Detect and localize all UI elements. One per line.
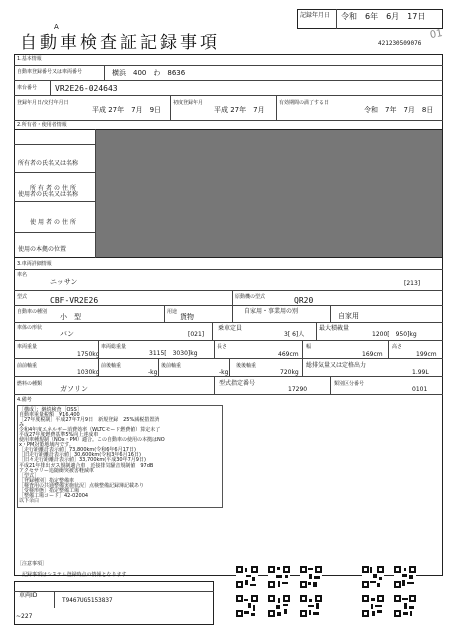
veh-vline-1 xyxy=(232,290,233,305)
remark-line: ［旧走行距離計表示値］30,600km(令和3年6月16日) xyxy=(19,452,141,459)
user-name-label: 使用者の氏名又は名称 xyxy=(18,191,79,198)
veh-vline-5 xyxy=(212,322,213,340)
first-year-label: 初度登録年月 xyxy=(173,100,204,106)
front-axle-value: 1030kg xyxy=(77,369,100,376)
basic-line-1 xyxy=(14,65,443,66)
shape-label: 車体の形状 xyxy=(17,325,43,331)
remarks-text xyxy=(19,408,249,504)
veh-vline-12 xyxy=(158,358,159,376)
reg-number-label: 自動車登録番号又は車両番号 xyxy=(17,69,83,75)
veh-vline-9 xyxy=(302,340,303,358)
veh-line-6 xyxy=(14,376,443,377)
owner-line-4 xyxy=(14,232,96,233)
vehicle-id-divider xyxy=(54,591,55,608)
remark-line: 以下余白 xyxy=(19,497,40,504)
base-location-label: 使用の本拠の位置 xyxy=(18,246,67,253)
veh-vline-16 xyxy=(330,376,331,394)
remark-line: ［型式］ xyxy=(19,472,40,479)
engine-value: QR20 xyxy=(294,296,314,305)
remark-line: ［受検形態］指定整備工場 xyxy=(19,487,80,494)
front-axle-label: 前前軸重 xyxy=(17,363,38,369)
remark-line: ［旧々走行距離計表示値］33,700km(平成30年7月9日) xyxy=(19,457,146,464)
notice-title: ［注意事項］ xyxy=(17,561,48,567)
owner-line-1 xyxy=(14,144,96,145)
shape-code: [021] xyxy=(188,331,205,338)
fuel-value: ガソリン xyxy=(60,385,88,393)
capacity-label: 乗車定員 xyxy=(218,325,243,332)
reg-number-value: 横浜 400 わ 8636 xyxy=(112,69,186,77)
use-value: 貨物 xyxy=(180,313,194,321)
remark-line: 使用車種規制（NOx・PM）適合。この自動車の使用の本拠はNO xyxy=(19,437,165,444)
first-reg-label: 登録年月日/交付年月日 xyxy=(17,100,69,106)
qr-code-icon xyxy=(362,566,384,588)
user-address-label: 使用者の住所 xyxy=(30,219,79,226)
front-rear-value: -kg xyxy=(148,369,158,376)
veh-line-1 xyxy=(14,290,443,291)
remark-line: アクセサリー追随衝突被害軽減車 xyxy=(19,467,94,474)
vehicle-id-label: 車両ID xyxy=(19,592,38,599)
owner-line-2 xyxy=(14,172,96,173)
remark-line: み xyxy=(19,422,25,429)
page-code: ~227 xyxy=(16,613,33,620)
basic-vline-3 xyxy=(170,95,171,120)
length-label: 長さ xyxy=(217,344,228,350)
model-value: CBF-VR2E26 xyxy=(50,296,99,305)
remark-line: ［走行距離計表示値］73,800km(令和6年6月17日) xyxy=(19,447,136,454)
remark-line: ［整備工場コード］42-02004 xyxy=(19,492,89,499)
qr-code-icon xyxy=(300,595,322,617)
remark-line: ［構成］：継続検査［OSS］ xyxy=(19,407,82,413)
remark-line: 平成27年度燃費基準5%向上達成車 xyxy=(19,432,99,439)
qr-code-icon xyxy=(236,566,258,588)
veh-vline-10 xyxy=(388,340,389,358)
veh-vline-14 xyxy=(302,358,303,376)
max-load-label: 最大積載量 xyxy=(319,325,350,332)
qr-code-icon xyxy=(394,595,416,617)
biz-label: 自家用・事業用の別 xyxy=(244,308,299,315)
qr-code-icon xyxy=(268,566,290,588)
remark-line: x・PM対策地域内です。 xyxy=(19,442,74,449)
section-vehicle-title: 3.車両詳細情報 xyxy=(17,261,52,267)
basic-vline-4 xyxy=(276,95,277,120)
rear-front-value: -kg xyxy=(219,369,229,376)
maker-label: 車名 xyxy=(17,272,28,278)
vin-value: VR2E26-024643 xyxy=(55,84,118,93)
remark-line: ［登録種別］指定整備車 xyxy=(19,477,75,484)
vehicle-id-value: T9467UG5153837 xyxy=(62,597,113,604)
veh-vline-7 xyxy=(98,340,99,358)
remark-line: 平成21年排出ガス規制適合車 近接排気騒音規制値 97dB xyxy=(19,462,154,469)
length-value: 469cm xyxy=(278,351,299,358)
basic-vline-2 xyxy=(50,80,51,95)
handwritten-mark: 01 xyxy=(429,27,444,42)
maker-code: [213] xyxy=(404,280,421,287)
qr-code-icon xyxy=(362,595,384,617)
qr-code-icon xyxy=(236,595,258,617)
engine-label: 原動機の型式 xyxy=(235,294,266,300)
first-year-value: 平成 27年 7月 xyxy=(214,106,265,114)
document-number: 421230509076 xyxy=(378,40,422,47)
biz-value: 自家用 xyxy=(338,312,359,320)
veh-vline-8 xyxy=(214,340,215,358)
capacity-value: 3[ 6]人 xyxy=(284,331,305,338)
veh-vline-13 xyxy=(229,358,230,376)
owner-name-label: 所有者の氏名又は名称 xyxy=(18,160,79,167)
section-owner-title: 2.所有者・使用者情報 xyxy=(17,122,67,128)
expiry-value: 令和 7年 7月 8日 xyxy=(364,106,434,114)
first-reg-value: 平成 27年 7月 9日 xyxy=(92,106,162,114)
type-no-value: 17290 xyxy=(288,386,308,393)
qr-code-icon xyxy=(300,566,322,588)
section-remarks-title: 4.備考 xyxy=(17,397,32,403)
vin-label: 車台番号 xyxy=(17,85,38,91)
mark-a: A xyxy=(54,23,59,31)
rear-axle-label: 後後軸重 xyxy=(236,363,257,369)
record-date-label: 記録年月日 xyxy=(300,12,331,19)
qr-code-icon xyxy=(268,595,290,617)
basic-vline-1 xyxy=(104,65,105,80)
record-date-value: 令和 6年 6月 17日 xyxy=(341,12,426,21)
rear-front-label: 後前軸重 xyxy=(161,363,182,369)
owner-address-label: 所有者の住所 xyxy=(30,185,79,192)
max-load-value: 1200[ 950]kg xyxy=(372,331,417,338)
basic-line-4 xyxy=(14,120,443,121)
veh-vline-2 xyxy=(164,305,165,322)
weight-value: 1750kg xyxy=(77,351,100,358)
gross-label: 車両総重量 xyxy=(101,344,127,350)
page-title: 自動車検査証記録事項 xyxy=(20,33,220,53)
remark-line: ［27年度税制］平成27年7月9日 新規登録 25%減税措置済 xyxy=(19,417,160,424)
notice-line xyxy=(14,591,214,592)
veh-vline-3 xyxy=(232,305,233,322)
veh-vline-6 xyxy=(316,322,317,340)
veh-vline-11 xyxy=(98,358,99,376)
veh-line-7 xyxy=(14,394,443,395)
height-label: 高さ xyxy=(392,344,403,350)
width-value: 169cm xyxy=(362,351,383,358)
shape-value: バン xyxy=(60,330,74,338)
remark-line: ［検査用の共通整備実施状況］点検整備記録簿記載あり xyxy=(19,482,145,489)
displacement-label: 総排気量又は定格出力 xyxy=(306,362,367,369)
height-value: 199cm xyxy=(416,351,437,358)
veh-vline-15 xyxy=(214,376,215,394)
class-no-label: 類別区分番号 xyxy=(334,381,365,387)
width-label: 幅 xyxy=(306,344,312,350)
kind-value: 小 型 xyxy=(60,313,81,321)
class-no-value: 0101 xyxy=(412,386,428,393)
owner-redaction xyxy=(96,130,442,257)
veh-line-4 xyxy=(14,340,443,341)
basic-line-2 xyxy=(14,80,443,81)
displacement-value: 1.99L xyxy=(412,369,429,376)
veh-vline-4 xyxy=(330,305,331,322)
front-rear-label: 前後軸重 xyxy=(101,363,122,369)
veh-line-3 xyxy=(14,322,443,323)
basic-line-3 xyxy=(14,95,443,96)
section-basic-title: 1.基本情報 xyxy=(17,56,42,62)
maker-value: ニッサン xyxy=(50,278,78,286)
remark-line: 自動車重量税額 ¥16,400 xyxy=(19,412,80,419)
remark-line: 令和4年度エネルギー消費効率（WLTCモード燃費値）算定未了 xyxy=(19,427,161,434)
record-date-divider xyxy=(336,9,337,29)
gross-value: 3115[ 3030]kg xyxy=(149,350,198,357)
kind-label: 自動車の種別 xyxy=(17,309,48,315)
fuel-label: 燃料の種類 xyxy=(17,381,43,387)
veh-line-0 xyxy=(14,269,443,270)
notice-text: 記録事項はシステム登録時点の情報となります xyxy=(22,572,127,578)
notice-box xyxy=(14,581,214,625)
owner-line-3 xyxy=(14,201,96,202)
type-no-label: 型式指定番号 xyxy=(219,380,256,387)
weight-label: 車両重量 xyxy=(17,344,38,350)
rear-axle-value: 720kg xyxy=(280,369,299,376)
veh-line-2 xyxy=(14,305,443,306)
qr-code-icon xyxy=(394,566,416,588)
expiry-label: 有効期間の満了する日 xyxy=(279,100,330,106)
use-label: 用途 xyxy=(167,309,178,315)
model-label: 型式 xyxy=(17,294,28,300)
